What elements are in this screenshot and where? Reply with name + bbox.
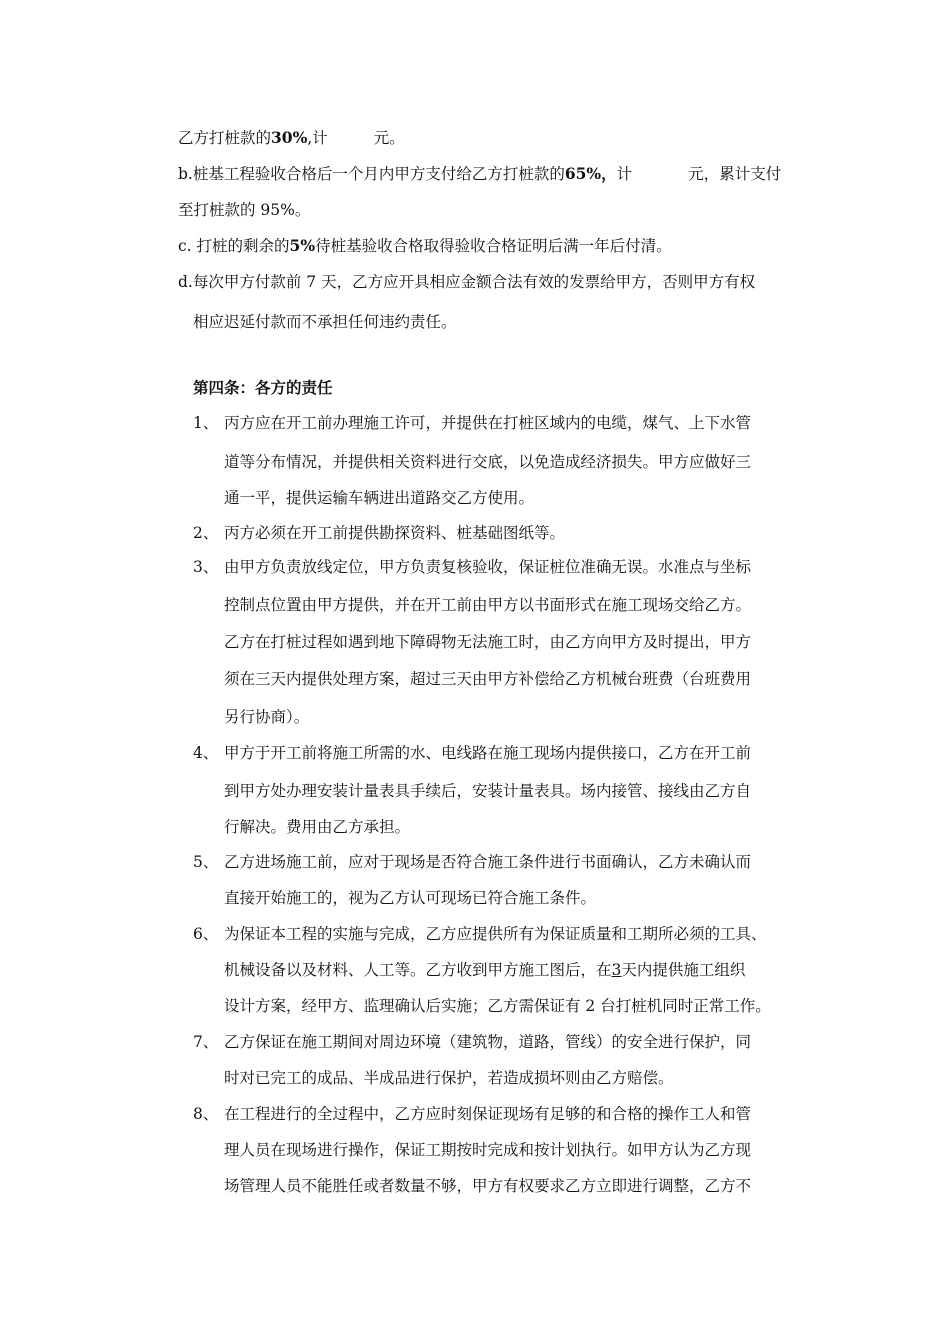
text: 计 [616,165,633,183]
item-line [224,960,745,980]
item-line: 到甲方处办理安装计量表具手续后，安装计量表具。场内接管、接线由乙方自 [224,782,752,800]
article-title [193,378,333,398]
item-line: 另行协商）。 [224,708,310,726]
item-number: 3、 [193,558,219,576]
item-line: 时对已完工的成品、半成品进行保护，若造成损坏则由乙方赔偿。 [224,1069,674,1087]
item-number: 7、 [193,1033,219,1051]
item-line: 甲方于开工前将施工所需的水、电线路在施工现场内提供接口，乙方在开工前 [224,744,752,762]
text: 天内提供施工组织 [621,961,746,979]
text: 元，累计支付 [688,165,782,183]
item-line: 直接开始施工的，视为乙方认可现场已符合施工条件。 [224,889,597,907]
item-number: 6、 [193,925,219,943]
item-number: 4、 [193,744,219,762]
text: c. 打桩的剩余的 [178,237,290,255]
item-number: 5、 [193,853,219,871]
bold-percent: 65%， [564,164,617,183]
text: ,计 [307,129,328,147]
payment-c [178,236,672,256]
item-line: 乙方保证在施工期间对周边环境（建筑物，道路，管线）的安全进行保护，同 [224,1033,752,1051]
payment-b [178,164,781,184]
payment-d-line1: d.每次甲方付款前 7 天，乙方应开具相应金额合法有效的发票给甲方，否则甲方有权 [178,273,756,291]
item-line: 道等分布情况，并提供相关资料进行交底，以免造成经济损失。甲方应做好三 [224,453,752,471]
item-line: 丙方应在开工前办理施工许可，并提供在打桩区域内的电缆，煤气、上下水管 [224,414,752,432]
bold-percent: 5% [289,236,316,255]
item-line: 丙方必须在开工前提供勘探资料、桩基础图纸等。 [224,524,566,542]
payment-b-continuation: 至打桩款的 95%。 [178,201,311,219]
item-line: 须在三天内提供处理方案，超过三天由甲方补偿给乙方机械台班费（台班费用 [224,670,752,688]
text: 待桩基验收合格取得验收合格证明后满一年后付清。 [315,237,672,255]
item-line: 乙方在打桩过程如遇到地下障碍物无法施工时，由乙方向甲方及时提出，甲方 [224,633,752,651]
item-line: 控制点位置由甲方提供，并在开工前由甲方以书面形式在施工现场交给乙方。 [224,596,752,614]
item-line: 场管理人员不能胜任或者数量不够，甲方有权要求乙方立即进行调整，乙方不 [224,1177,752,1195]
item-line: 理人员在现场进行操作，保证工期按时完成和按计划执行。如甲方认为乙方现 [224,1141,752,1159]
item-line: 由甲方负责放线定位，甲方负责复核验收，保证桩位准确无误。水准点与坐标 [224,558,752,576]
item-line: 在工程进行的全过程中，乙方应时刻保证现场有足够的和合格的操作工人和管 [224,1105,752,1123]
item-line: 乙方进场施工前，应对于现场是否符合施工条件进行书面确认，乙方未确认而 [224,853,752,871]
item-line: 通一平，提供运输车辆进出道路交乙方使用。 [224,489,535,507]
item-number: 2、 [193,524,219,542]
bold-percent: 30% [271,128,308,147]
underlined-days: 3 [611,961,622,979]
item-number: 1、 [193,414,219,432]
item-line: 为保证本工程的实施与完成，乙方应提供所有为保证质量和工期所必须的工具、 [224,925,767,943]
item-number: 8、 [193,1105,219,1123]
item-line: 设计方案，经甲方、监理确认后实施；乙方需保证有 2 台打桩机同时正常工作。 [224,997,771,1015]
text: 元。 [373,129,405,147]
article-title-text: 第四条：各方的责任 [193,378,333,397]
payment-d-line2: 相应迟延付款而不承担任何违约责任。 [193,313,457,331]
text: b.桩基工程验收合格后一个月内甲方支付给乙方打桩款的 [178,165,565,183]
item-line: 行解决。费用由乙方承担。 [224,818,411,836]
text: 乙方打桩款的 [178,129,272,147]
text: 机械设备以及材料、人工等。乙方收到甲方施工图后，在 [224,961,612,979]
payment-a-continuation [178,128,405,148]
